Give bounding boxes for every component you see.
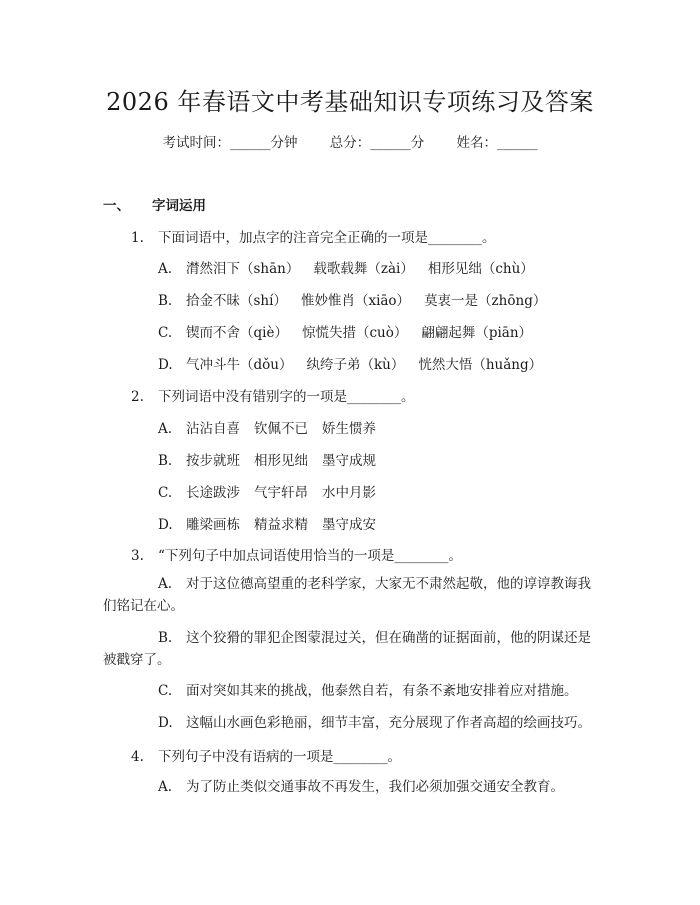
question-number: 4. xyxy=(131,749,144,765)
option-word: 纨绔子弟（kù） xyxy=(306,357,405,373)
option-letter: B. xyxy=(158,630,173,646)
sentence-option xyxy=(103,680,611,702)
option-sentence: 这个狡猾的罪犯企图蒙混过关，但在确凿的证据面前，他的阴谋还是 xyxy=(186,630,591,646)
option-word: 惊慌失措（cuò） xyxy=(301,325,408,341)
question-text: 下列句子中没有语病的一项是________。 xyxy=(158,749,401,765)
option-sentence: 这幅山水画色彩艳丽，细节丰富，充分展现了作者高超的绘画技巧。 xyxy=(186,715,591,731)
section-number: 一、 xyxy=(103,198,130,214)
option-row xyxy=(158,289,560,309)
question-text: 下列词语中没有错别字的一项是________。 xyxy=(158,389,415,405)
option-word: 长途跋涉 xyxy=(186,485,240,501)
question-number: 2. xyxy=(131,389,144,405)
option-word: 锲而不舍（qiè） xyxy=(186,325,288,341)
option-word: 气宇轩昂 xyxy=(254,485,308,501)
option-word: 墨守成规 xyxy=(322,453,376,469)
option-letter: A. xyxy=(158,421,173,437)
sentence-option xyxy=(103,627,611,671)
option-word: 翩翩起舞（piān） xyxy=(421,325,533,341)
option-word: 相形见绌 xyxy=(254,453,308,469)
option-word: 按步就班 xyxy=(186,453,240,469)
option-row xyxy=(158,449,390,469)
option-sentence: 对于这位德高望重的老科学家，大家无不肃然起敬，他的谆谆教诲我 xyxy=(186,576,591,592)
option-letter: D. xyxy=(158,517,173,533)
sentence-option xyxy=(103,573,611,617)
option-letter: B. xyxy=(158,453,173,469)
section-heading xyxy=(103,194,206,214)
exam-time-field: 考试时间：______分钟 xyxy=(162,135,298,151)
option-letter: D. xyxy=(158,357,173,373)
option-sentence: 面对突如其来的挑战，他泰然自若，有条不紊地安排着应对措施。 xyxy=(186,683,578,699)
option-row xyxy=(158,481,390,501)
option-word: 拾金不昧（shí） xyxy=(186,293,287,309)
question-stem xyxy=(131,544,462,564)
option-word: 水中月影 xyxy=(322,485,376,501)
option-word: 娇生惯养 xyxy=(322,421,376,437)
question-stem xyxy=(131,385,415,405)
option-word: 莫衷一是（zhōng） xyxy=(424,293,547,309)
option-word: 相形见绌（chù） xyxy=(427,261,534,277)
option-word: 恍然大悟（huǎng） xyxy=(418,357,543,373)
option-word: 气冲斗牛（dǒu） xyxy=(186,357,293,373)
option-letter: C. xyxy=(158,485,173,501)
document-title: 2026 年春语文中考基础知识专项练习及答案 xyxy=(106,88,594,116)
option-row xyxy=(158,257,548,277)
option-letter: A. xyxy=(158,779,173,795)
question-text: “下列句子中加点词语使用恰当的一项是________。 xyxy=(158,548,462,564)
question-number: 3. xyxy=(131,548,144,564)
question-text: 下面词语中，加点字的注音完全正确的一项是________。 xyxy=(158,230,496,246)
option-sentence-continued: 们铭记在心。 xyxy=(103,598,184,614)
question-stem xyxy=(131,745,401,765)
option-word: 载歌载舞（zài） xyxy=(313,261,414,277)
name-field: 姓名：______ xyxy=(456,135,538,151)
option-letter: A. xyxy=(158,576,173,592)
option-word: 精益求精 xyxy=(254,517,308,533)
option-word: 沾沾自喜 xyxy=(186,421,240,437)
option-row xyxy=(158,417,390,437)
question-number: 1. xyxy=(131,230,144,246)
option-word: 潸然泪下（shān） xyxy=(186,261,300,277)
section-title: 字词运用 xyxy=(152,198,206,214)
option-sentence: 为了防止类似交通事故不再发生，我们必须加强交通安全教育。 xyxy=(186,779,564,795)
option-row xyxy=(158,513,390,533)
option-row xyxy=(158,321,546,341)
option-word: 雕梁画栋 xyxy=(186,517,240,533)
option-word: 惟妙惟肖（xiāo） xyxy=(300,293,411,309)
sentence-option xyxy=(103,712,611,734)
question-stem xyxy=(131,226,496,246)
total-score-field: 总分：______分 xyxy=(329,135,425,151)
option-letter: B. xyxy=(158,293,173,309)
option-row xyxy=(158,353,556,373)
option-sentence-continued: 被戳穿了。 xyxy=(103,652,171,668)
option-word: 钦佩不已 xyxy=(254,421,308,437)
option-letter: D. xyxy=(158,715,173,731)
option-letter: A. xyxy=(158,261,173,277)
option-word: 墨守成安 xyxy=(322,517,376,533)
option-letter: C. xyxy=(158,325,173,341)
option-letter: C. xyxy=(158,683,173,699)
exam-info-line xyxy=(0,131,700,151)
sentence-option xyxy=(103,776,611,798)
